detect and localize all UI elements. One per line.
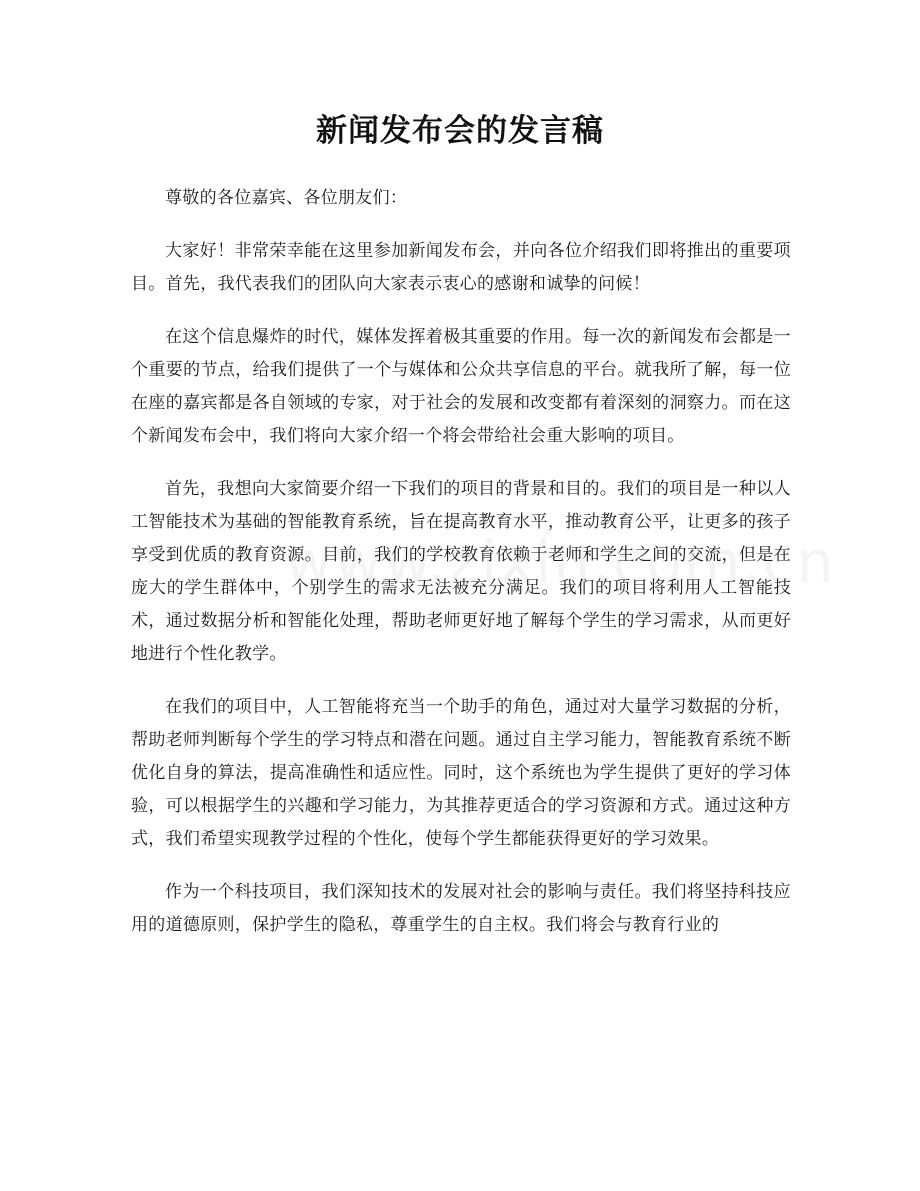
- body-paragraph: 在我们的项目中，人工智能将充当一个助手的角色，通过对大量学习数据的分析，帮助老师判断每个学生的学习特点和潜在问题。通过自主学习能力，智能教育系统不断优化自身的算法，提高准确性和适应性。同时，这个系统也为学生提供了更好的学习体验，可以根据学生的兴趣和学习能力，为其推荐更适合的学习资源和方式。通过这种方式，我们希望实现教学过程的个性化，使每个学生都能获得更好的学习效果。: [131, 697, 791, 849]
- body-paragraph: 大家好！非常荣幸能在这里参加新闻发布会，并向各位介绍我们即将推出的重要项目。首先，我代表我们的团队向大家表示衷心的感谢和诚挚的问候！: [131, 241, 791, 294]
- body-paragraph: 作为一个科技项目，我们深知技术的发展对社会的影响与责任。我们将坚持科技应用的道德原则，保护学生的隐私，尊重学生的自主权。我们将会与教育行业的: [131, 882, 791, 935]
- document-title: 新闻发布会的发言稿: [316, 113, 604, 149]
- body-paragraph: 首先，我想向大家简要介绍一下我们的项目的背景和目的。我们的项目是一种以人工智能技术为基础的智能教育系统，旨在提高教育水平，推动教育公平，让更多的孩子享受到优质的教育资源。目前，我们的学校教育依赖于老师和学生之间的交流，但是在庞大的学生群体中，个别学生的需求无法被充分满足。我们的项目将利用人工智能技术，通过数据分析和智能化处理，帮助老师更好地了解每个学生的学习需求，从而更好地进行个性化教学。: [131, 479, 791, 664]
- body-paragraph: 在这个信息爆炸的时代，媒体发挥着极其重要的作用。每一次的新闻发布会都是一个重要的节点，给我们提供了一个与媒体和公众共享信息的平台。就我所了解，每一位在座的嘉宾都是各自领域的专家，对于社会的发展和改变都有着深刻的洞察力。而在这个新闻发布会中，我们将向大家介绍一个将会带给社会重大影响的项目。: [131, 327, 791, 446]
- document-body: [131, 182, 791, 962]
- salutation-paragraph: 尊敬的各位嘉宾、各位朋友们：: [165, 188, 408, 208]
